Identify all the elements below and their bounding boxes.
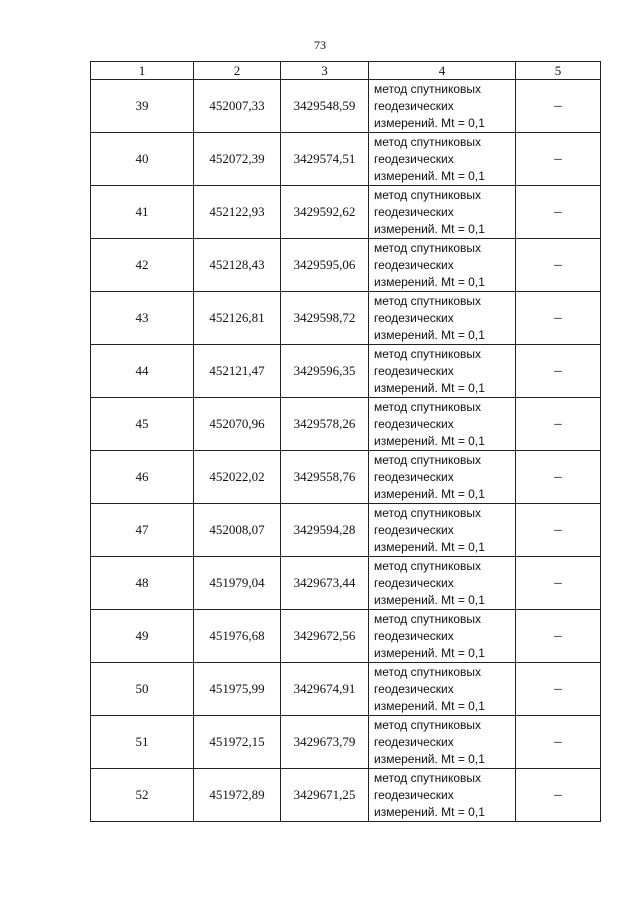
point-number-cell: 49 xyxy=(91,610,194,663)
method-text-line: метод спутниковых xyxy=(374,399,482,414)
method-text-line: метод спутниковых xyxy=(374,240,482,255)
table-row xyxy=(91,610,601,663)
method-text-line: геодезических xyxy=(374,628,454,643)
method-cell xyxy=(369,769,516,822)
method-cell xyxy=(369,186,516,239)
y-coordinate-cell: 3429673,79 xyxy=(281,716,369,769)
method-text-line: измерений. Mt = 0,1 xyxy=(374,221,485,236)
method-text-line: геодезических xyxy=(374,469,454,484)
x-coordinate-cell: 451975,99 xyxy=(194,663,281,716)
note-cell: – xyxy=(516,186,601,239)
table-row xyxy=(91,80,601,133)
point-number-cell: 45 xyxy=(91,398,194,451)
coordinates-table xyxy=(90,61,601,822)
method-text-line: измерений. Mt = 0,1 xyxy=(374,380,485,395)
method-text-line: метод спутниковых xyxy=(374,505,482,520)
column-header-5: 5 xyxy=(516,62,601,80)
x-coordinate-cell: 452126,81 xyxy=(194,292,281,345)
y-coordinate-cell: 3429674,91 xyxy=(281,663,369,716)
note-cell: – xyxy=(516,769,601,822)
point-number-cell: 48 xyxy=(91,557,194,610)
point-number-cell: 44 xyxy=(91,345,194,398)
x-coordinate-cell: 452128,43 xyxy=(194,239,281,292)
method-text-line: геодезических xyxy=(374,734,454,749)
table-row xyxy=(91,239,601,292)
note-cell: – xyxy=(516,451,601,504)
y-coordinate-cell: 3429594,28 xyxy=(281,504,369,557)
method-text-line: метод спутниковых xyxy=(374,770,482,785)
page-number: 73 xyxy=(314,38,326,52)
point-number-cell: 46 xyxy=(91,451,194,504)
method-cell xyxy=(369,133,516,186)
method-text-line: измерений. Mt = 0,1 xyxy=(374,168,485,183)
x-coordinate-cell: 452122,93 xyxy=(194,186,281,239)
column-header-3: 3 xyxy=(281,62,369,80)
column-header-1: 1 xyxy=(91,62,194,80)
method-text-line: метод спутниковых xyxy=(374,611,482,626)
method-cell xyxy=(369,345,516,398)
y-coordinate-cell: 3429673,44 xyxy=(281,557,369,610)
table-body xyxy=(91,80,601,822)
x-coordinate-cell: 451976,68 xyxy=(194,610,281,663)
method-text-line: измерений. Mt = 0,1 xyxy=(374,433,485,448)
y-coordinate-cell: 3429596,35 xyxy=(281,345,369,398)
y-coordinate-cell: 3429558,76 xyxy=(281,451,369,504)
point-number-cell: 42 xyxy=(91,239,194,292)
method-text-line: метод спутниковых xyxy=(374,346,482,361)
point-number-cell: 40 xyxy=(91,133,194,186)
method-cell xyxy=(369,663,516,716)
method-cell xyxy=(369,398,516,451)
method-text-line: геодезических xyxy=(374,681,454,696)
method-text-line: измерений. Mt = 0,1 xyxy=(374,592,485,607)
method-text-line: измерений. Mt = 0,1 xyxy=(374,115,485,130)
method-text-line: геодезических xyxy=(374,98,454,113)
note-cell: – xyxy=(516,504,601,557)
method-text-line: метод спутниковых xyxy=(374,187,482,202)
x-coordinate-cell: 452121,47 xyxy=(194,345,281,398)
point-number-cell: 52 xyxy=(91,769,194,822)
note-cell: – xyxy=(516,345,601,398)
method-text-line: метод спутниковых xyxy=(374,134,482,149)
x-coordinate-cell: 451972,89 xyxy=(194,769,281,822)
note-cell: – xyxy=(516,398,601,451)
table-row xyxy=(91,557,601,610)
note-cell: – xyxy=(516,292,601,345)
method-cell xyxy=(369,610,516,663)
method-text-line: метод спутниковых xyxy=(374,717,482,732)
method-text-line: измерений. Mt = 0,1 xyxy=(374,327,485,342)
y-coordinate-cell: 3429671,25 xyxy=(281,769,369,822)
note-cell: – xyxy=(516,239,601,292)
method-text-line: метод спутниковых xyxy=(374,558,482,573)
note-cell: – xyxy=(516,557,601,610)
x-coordinate-cell: 451972,15 xyxy=(194,716,281,769)
method-text-line: метод спутниковых xyxy=(374,81,482,96)
method-text-line: измерений. Mt = 0,1 xyxy=(374,804,485,819)
y-coordinate-cell: 3429595,06 xyxy=(281,239,369,292)
table-row xyxy=(91,504,601,557)
y-coordinate-cell: 3429548,59 xyxy=(281,80,369,133)
note-cell: – xyxy=(516,133,601,186)
column-header-4: 4 xyxy=(369,62,516,80)
column-header-2: 2 xyxy=(194,62,281,80)
y-coordinate-cell: 3429672,56 xyxy=(281,610,369,663)
method-text-line: геодезических xyxy=(374,363,454,378)
x-coordinate-cell: 451979,04 xyxy=(194,557,281,610)
method-text-line: измерений. Mt = 0,1 xyxy=(374,486,485,501)
method-text-line: метод спутниковых xyxy=(374,452,482,467)
y-coordinate-cell: 3429578,26 xyxy=(281,398,369,451)
point-number-cell: 47 xyxy=(91,504,194,557)
table-row xyxy=(91,186,601,239)
table-row xyxy=(91,451,601,504)
method-text-line: измерений. Mt = 0,1 xyxy=(374,645,485,660)
method-text-line: геодезических xyxy=(374,522,454,537)
method-text-line: геодезических xyxy=(374,416,454,431)
table-row xyxy=(91,398,601,451)
method-cell xyxy=(369,451,516,504)
method-cell xyxy=(369,504,516,557)
note-cell: – xyxy=(516,716,601,769)
point-number-cell: 43 xyxy=(91,292,194,345)
method-text-line: измерений. Mt = 0,1 xyxy=(374,751,485,766)
table-row xyxy=(91,292,601,345)
method-cell xyxy=(369,716,516,769)
method-text-line: геодезических xyxy=(374,204,454,219)
table-row xyxy=(91,345,601,398)
table-row xyxy=(91,663,601,716)
x-coordinate-cell: 452022,02 xyxy=(194,451,281,504)
y-coordinate-cell: 3429574,51 xyxy=(281,133,369,186)
point-number-cell: 51 xyxy=(91,716,194,769)
method-cell xyxy=(369,80,516,133)
method-text-line: геодезических xyxy=(374,310,454,325)
method-text-line: измерений. Mt = 0,1 xyxy=(374,539,485,554)
x-coordinate-cell: 452008,07 xyxy=(194,504,281,557)
method-text-line: измерений. Mt = 0,1 xyxy=(374,274,485,289)
method-text-line: метод спутниковых xyxy=(374,293,482,308)
x-coordinate-cell: 452007,33 xyxy=(194,80,281,133)
method-text-line: метод спутниковых xyxy=(374,664,482,679)
method-cell xyxy=(369,292,516,345)
note-cell: – xyxy=(516,610,601,663)
method-text-line: геодезических xyxy=(374,151,454,166)
note-cell: – xyxy=(516,80,601,133)
table-header-row xyxy=(91,62,601,80)
point-number-cell: 50 xyxy=(91,663,194,716)
method-cell xyxy=(369,557,516,610)
method-text-line: измерений. Mt = 0,1 xyxy=(374,698,485,713)
table-row xyxy=(91,769,601,822)
x-coordinate-cell: 452072,39 xyxy=(194,133,281,186)
point-number-cell: 39 xyxy=(91,80,194,133)
point-number-cell: 41 xyxy=(91,186,194,239)
method-text-line: геодезических xyxy=(374,257,454,272)
method-text-line: геодезических xyxy=(374,787,454,802)
table-row xyxy=(91,133,601,186)
y-coordinate-cell: 3429592,62 xyxy=(281,186,369,239)
note-cell: – xyxy=(516,663,601,716)
y-coordinate-cell: 3429598,72 xyxy=(281,292,369,345)
x-coordinate-cell: 452070,96 xyxy=(194,398,281,451)
table-row xyxy=(91,716,601,769)
method-text-line: геодезических xyxy=(374,575,454,590)
method-cell xyxy=(369,239,516,292)
